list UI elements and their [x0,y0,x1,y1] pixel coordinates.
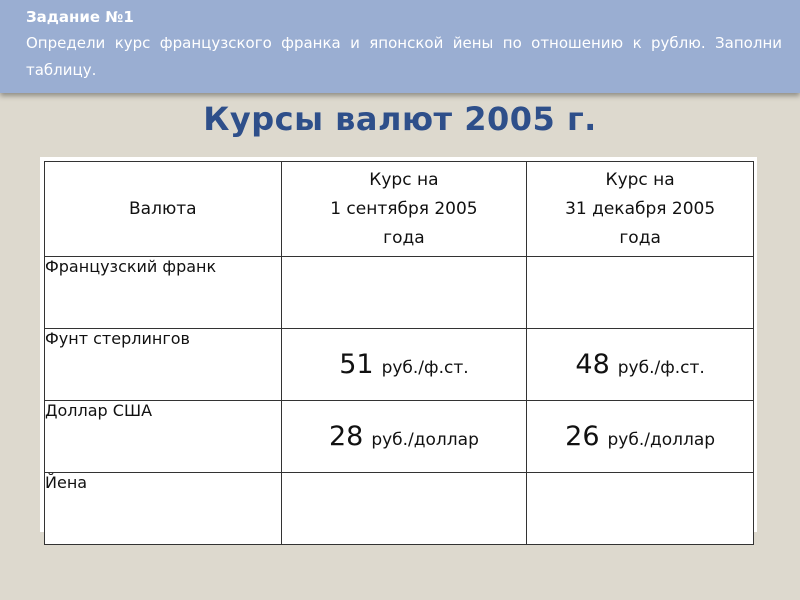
header-dec-line-2: 31 декабря 2005 [565,198,716,219]
rate-value: 48 [575,349,610,380]
rate-sep-cell[interactable] [281,473,527,545]
table-row-us-dollar [45,401,754,473]
header-currency-label: Валюта [129,198,197,219]
exchange-rates-table [44,161,754,545]
table-row-pound-sterling [45,329,754,401]
header-sep-line-1: Курс на [369,169,439,190]
table-title: Курсы валют 2005 г. [203,100,597,138]
rate-unit: руб./ф.ст. [381,358,469,378]
task-instructions: Определи курс французского франка и японской йены по отношению к рублю. Заполни таблицу. [26,34,782,79]
header-dec-line-3: года [619,227,661,248]
header-rate-sep-1 [281,162,527,257]
rate-unit: руб./ф.ст. [617,358,705,378]
rate-dec-cell[interactable] [527,473,754,545]
rate-sep-cell[interactable] [281,257,527,329]
task-title: Задание №1 [26,8,134,26]
header-dec-line-1: Курс на [605,169,675,190]
rate-value: 28 [328,421,364,452]
rate-sep-cell [281,401,527,473]
currency-name: Фунт стерлингов [45,329,282,401]
task-header-band [0,0,800,93]
rate-dec-cell[interactable] [527,257,754,329]
rate-unit: руб./доллар [371,430,479,450]
header-rate-dec-31 [527,162,754,257]
rate-sep-cell [281,329,527,401]
rate-unit: руб./доллар [607,430,716,450]
currency-name: Йена [45,473,282,545]
table-header-row [45,162,754,257]
header-sep-line-3: года [383,227,425,248]
header-sep-line-2: 1 сентября 2005 [330,198,478,219]
rate-value: 26 [565,421,600,452]
rate-value: 51 [339,349,374,380]
currency-name: Доллар США [45,401,282,473]
rate-dec-cell [527,329,754,401]
rate-dec-cell [527,401,754,473]
header-currency [45,162,282,257]
table-row-french-franc [45,257,754,329]
table-row-yen [45,473,754,545]
currency-name: Французский франк [45,257,282,329]
